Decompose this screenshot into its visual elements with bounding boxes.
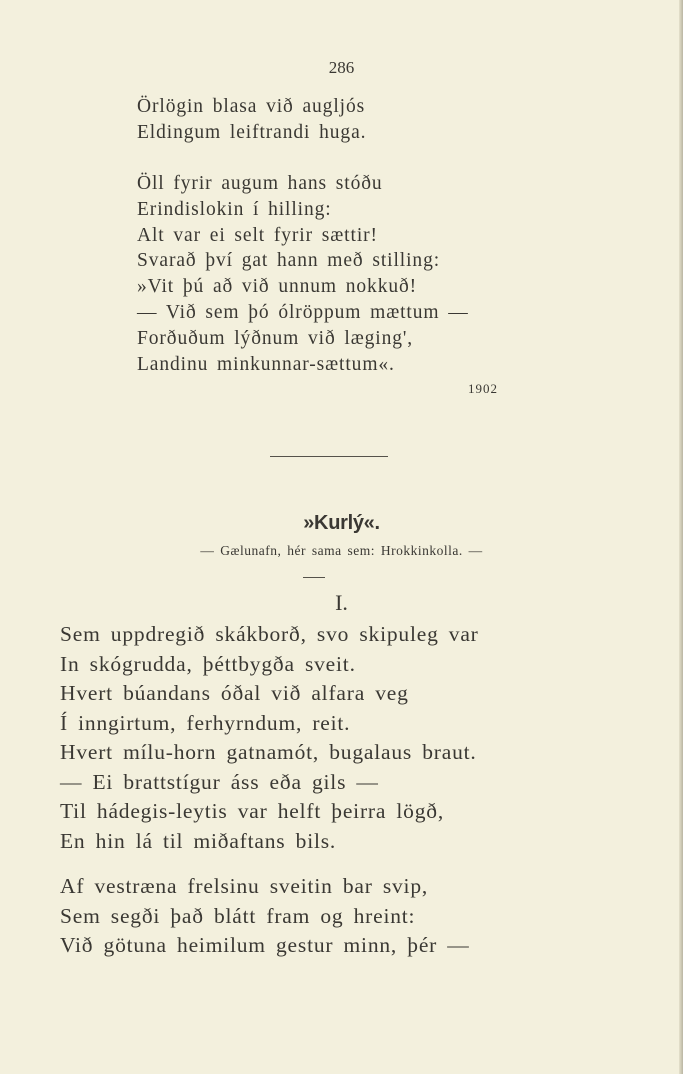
verse-line: Alt var ei selt fyrir sættir! (137, 224, 378, 246)
poem-subtitle: — Gælunafn, hér sama sem: Hrokkinkolla. — (200, 543, 483, 558)
verse-line: En hin lá til miðaftans bils. (60, 828, 337, 853)
verse-line: Eldingum leiftrandi huga. (137, 121, 367, 143)
page-edge (679, 0, 683, 1074)
poem2-stanza1 (60, 620, 479, 856)
poem1-stanza2 (137, 171, 469, 377)
verse-line: »Vit þú að við unnum nokkuð! (137, 276, 418, 298)
verse-line: Til hádegis-leytis var helft þeirra lögð, (60, 799, 444, 823)
verse-line: Landinu minkunnar-sættum«. (137, 353, 395, 375)
verse-line: Svarað því gat hann með stilling: (137, 250, 441, 272)
verse-line: Sem uppdregið skákborð, svo skipuleg var (60, 622, 479, 646)
verse-line: Við götuna heimilum gestur minn, þér — (60, 933, 470, 957)
verse-line: Erindislokin í hilling: (137, 198, 332, 220)
poem1-stanza1 (137, 94, 366, 146)
verse-line: Í inngirtum, ferhyrndum, reit. (60, 710, 351, 735)
part-number: I. (335, 590, 348, 615)
poem-title: »Kurlý«. (303, 512, 380, 534)
section-divider (270, 456, 388, 457)
verse-line: Hvert búandans óðal við alfara veg (60, 681, 409, 705)
verse-line: Af vestræna frelsinu sveitin bar svip, (60, 874, 429, 898)
verse-line: Örlögin blasa við augljós (137, 96, 366, 117)
verse-line: Hvert mílu-horn gatnamót, bugalaus braut. (60, 740, 477, 764)
poem-year: 1902 (468, 381, 498, 396)
verse-line: Sem segði það blátt fram og hreint: (60, 903, 416, 928)
verse-line: — Við sem þó ólröppum mættum — (137, 301, 469, 323)
verse-line: In skógrudda, þéttbygða sveit. (60, 651, 356, 676)
verse-line: — Ei brattstígur áss eða gils — (60, 769, 379, 794)
verse-line: Forðuðum lýðnum við læging', (137, 327, 414, 349)
title-divider (303, 577, 325, 578)
page-number: 286 (328, 58, 355, 77)
verse-line: Öll fyrir augum hans stóðu (137, 173, 383, 194)
poem2-stanza2 (60, 872, 470, 961)
